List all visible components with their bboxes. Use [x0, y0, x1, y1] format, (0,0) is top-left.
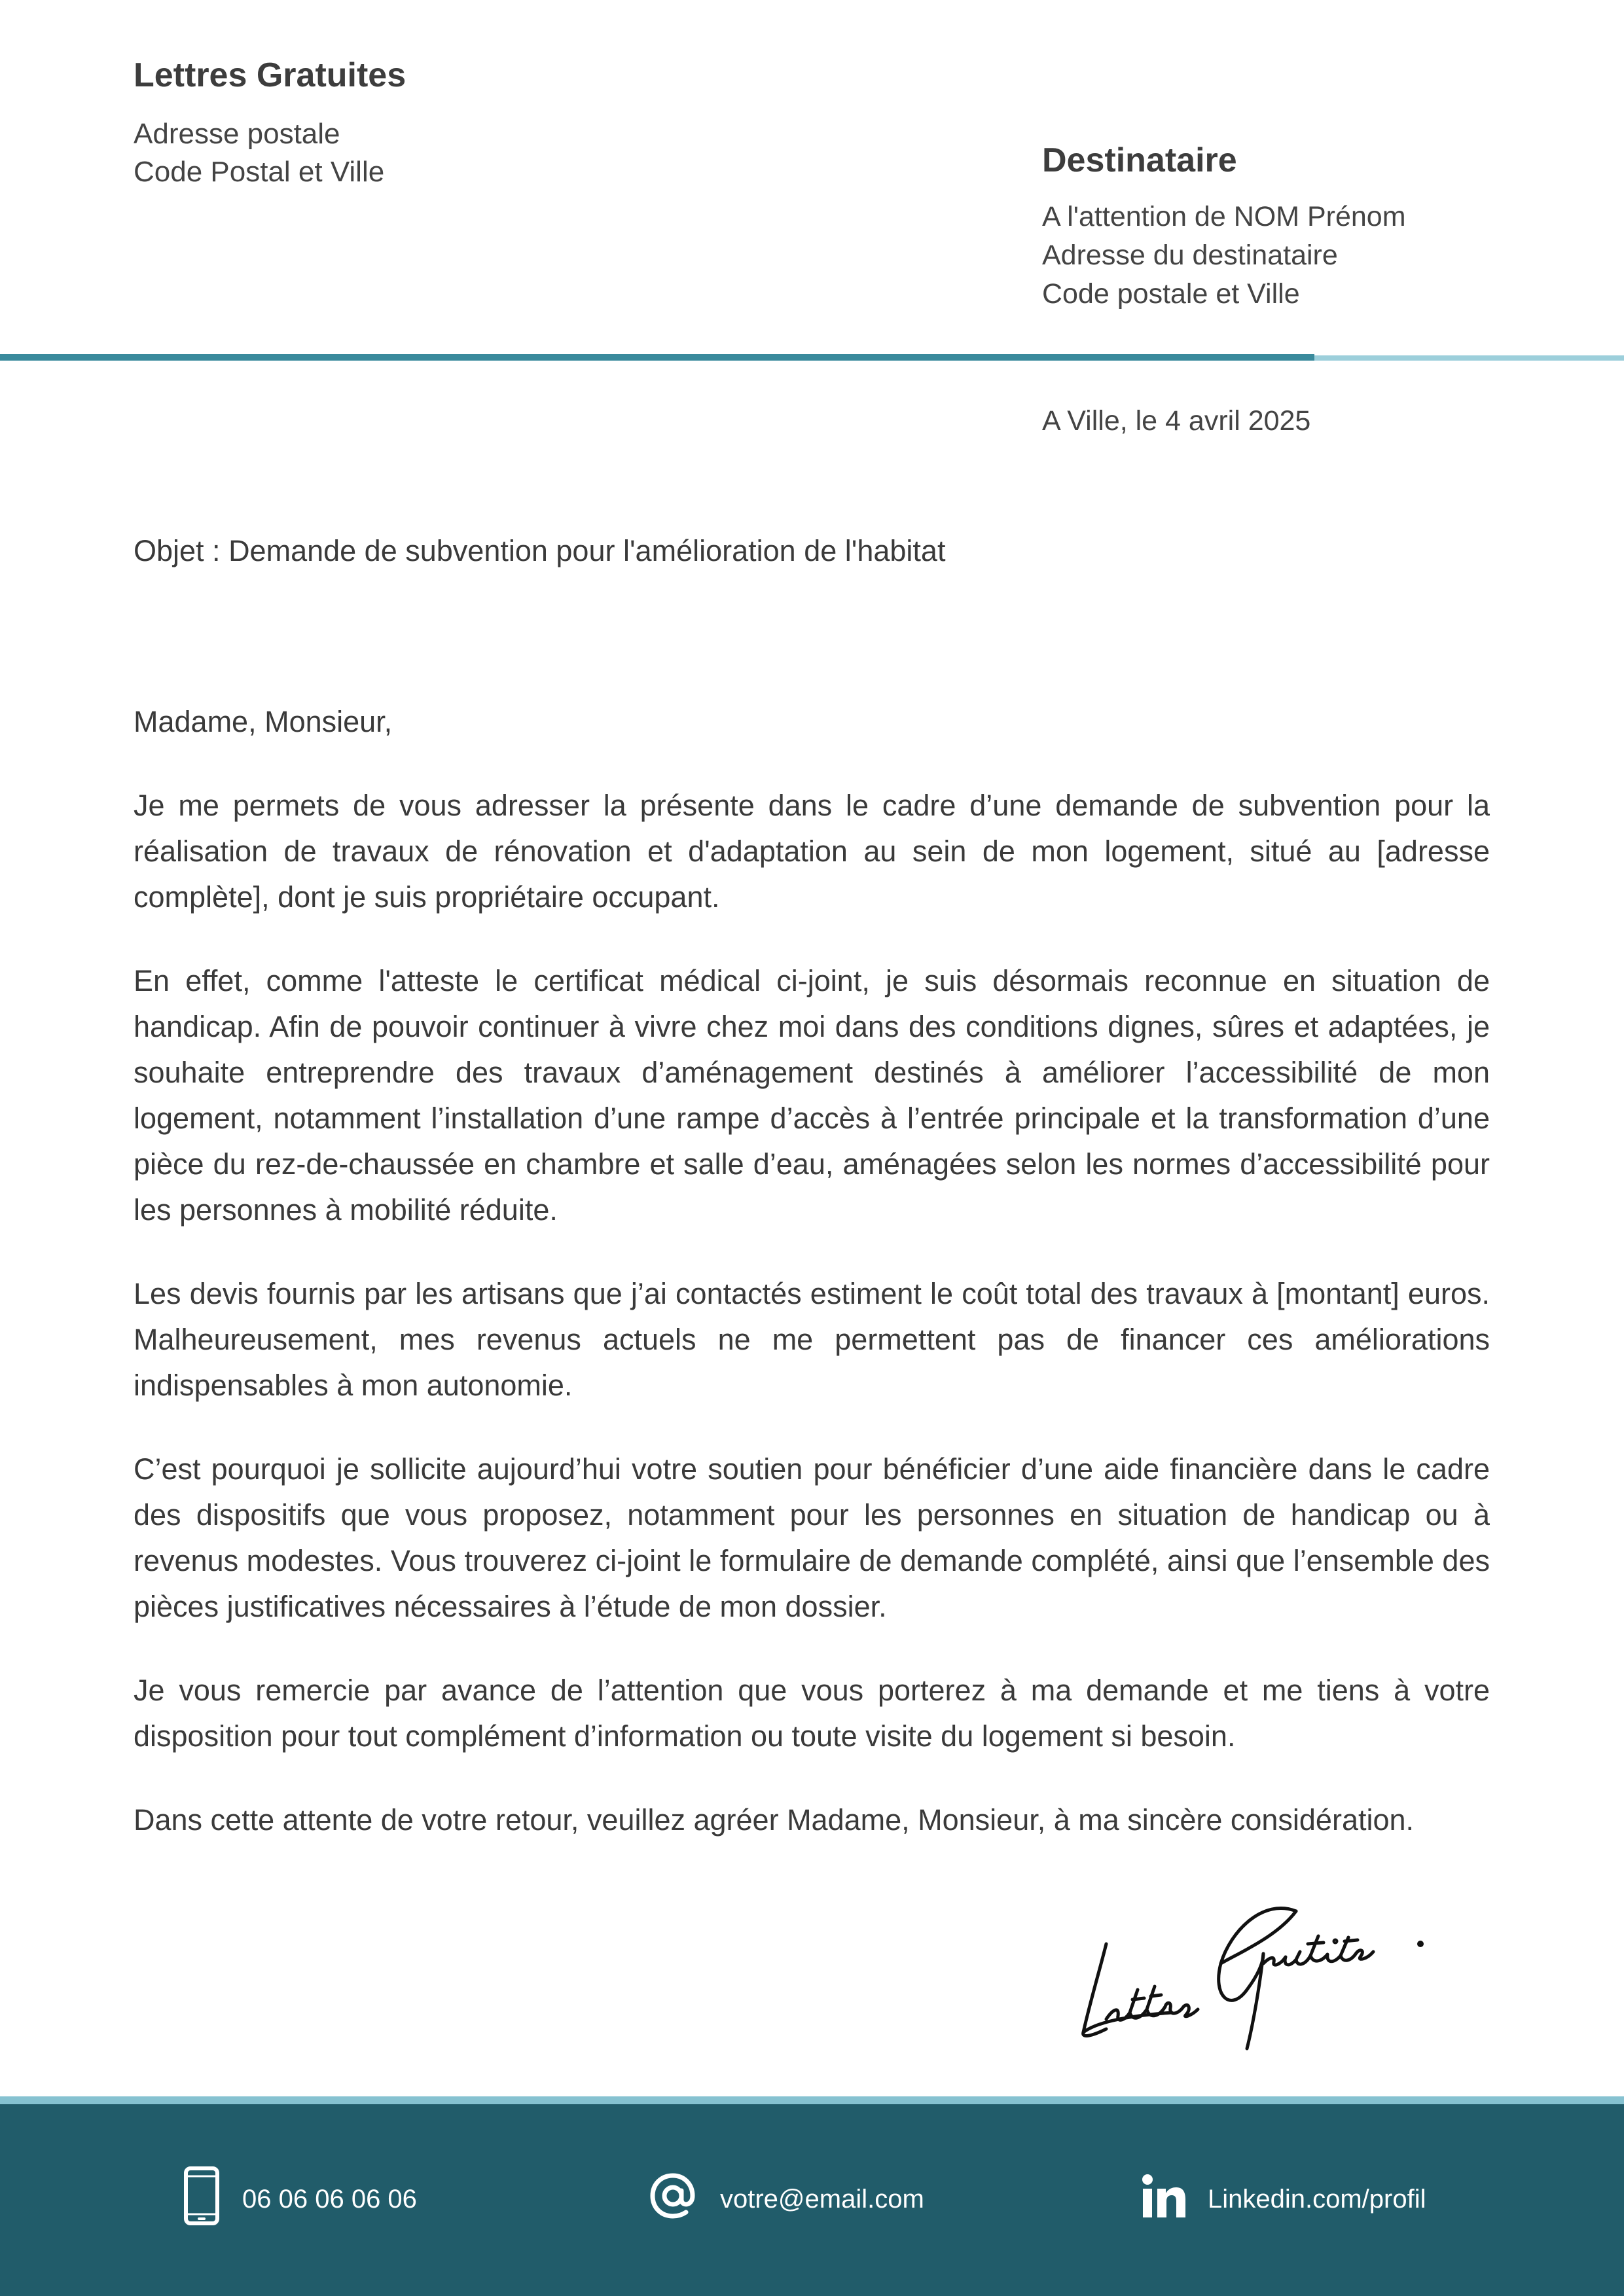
- sender-name: Lettres Gratuites: [134, 56, 406, 94]
- footer-email[interactable]: [648, 2160, 924, 2238]
- linkedin-url: Linkedin.com/profil: [1208, 2184, 1426, 2214]
- recipient-city: Code postale et Ville: [1042, 278, 1300, 310]
- recipient-title: Destinataire: [1042, 141, 1237, 179]
- recipient-attention: A l'attention de NOM Prénom: [1042, 201, 1406, 232]
- letter-salutation: Madame, Monsieur,: [134, 705, 393, 738]
- letter-paragraph: Les devis fournis par les artisans que j’ai contactés estiment le coût total des travaux à [montant] euros. Malheureusement, mes revenus actuels ne me permettent pas de financer ces améliorations indispensables à mon autonomie.: [134, 1277, 1490, 1402]
- sender-city: Code Postal et Ville: [134, 156, 385, 188]
- footer-phone[interactable]: [183, 2160, 417, 2238]
- recipient-address: Adresse du destinataire: [1042, 240, 1338, 271]
- signature: [1067, 1892, 1447, 2062]
- footer-linkedin[interactable]: [1142, 2160, 1426, 2238]
- phone-number: 06 06 06 06 06: [242, 2184, 417, 2214]
- letter-paragraph: En effet, comme l'atteste le certificat médical ci-joint, je suis désormais reconnue en situation de handicap. Afin de pouvoir continuer à vivre chez moi dans des conditions dignes, sûres et adaptées, je souhaite entreprendre des travaux d’aménagement destinés à améliorer l’accessibilité de mon logement, notamment l’installation d’une rampe d’accès à l’entrée principale et la transformation d’une pièce du rez-de-chaussée en chambre et salle d’eau, aménagées selon les normes d’accessibilité pour les personnes à mobilité réduite.: [134, 964, 1490, 1227]
- email-address: votre@email.com: [720, 2184, 924, 2214]
- letter-paragraph: C’est pourquoi je sollicite aujourd’hui votre soutien pour bénéficier d’une aide financière dans le cadre des dispositifs que vous proposez, notamment pour les personnes en situation de handicap ou à revenus modestes. Vous trouverez ci-joint le formulaire de demande complété, ainsi que l’ensemble des pièces justificatives nécessaires à l’étude de mon dossier.: [134, 1452, 1490, 1623]
- letter-closing: Dans cette attente de votre retour, veuillez agréer Madame, Monsieur, à ma sincère considération.: [134, 1803, 1415, 1837]
- letter-body: [134, 699, 1490, 1843]
- at-icon: [648, 2171, 698, 2227]
- sender-block: [134, 52, 406, 191]
- letter-subject: Objet : Demande de subvention pour l'amélioration de l'habitat: [134, 534, 946, 567]
- recipient-block: [1042, 137, 1406, 314]
- footer-stripe: [0, 2096, 1624, 2104]
- phone-icon: [183, 2166, 220, 2233]
- letter-date: A Ville, le 4 avril 2025: [1042, 405, 1311, 437]
- header-divider-light: [1314, 355, 1624, 361]
- linkedin-icon: [1142, 2174, 1185, 2224]
- letter-paragraph: Je vous remercie par avance de l’attention que vous porterez à ma demande et me tiens à votre disposition pour tout complément d’information ou toute visite du logement si besoin.: [134, 1674, 1490, 1753]
- letter-paragraph: Je me permets de vous adresser la présente dans le cadre d’une demande de subvention pour la réalisation de travaux de rénovation et d'adaptation au sein de mon logement, situé au [adresse complète], dont je suis propriétaire occupant.: [134, 789, 1490, 914]
- sender-address: Adresse postale: [134, 118, 340, 150]
- header-divider-dark: [0, 354, 1314, 361]
